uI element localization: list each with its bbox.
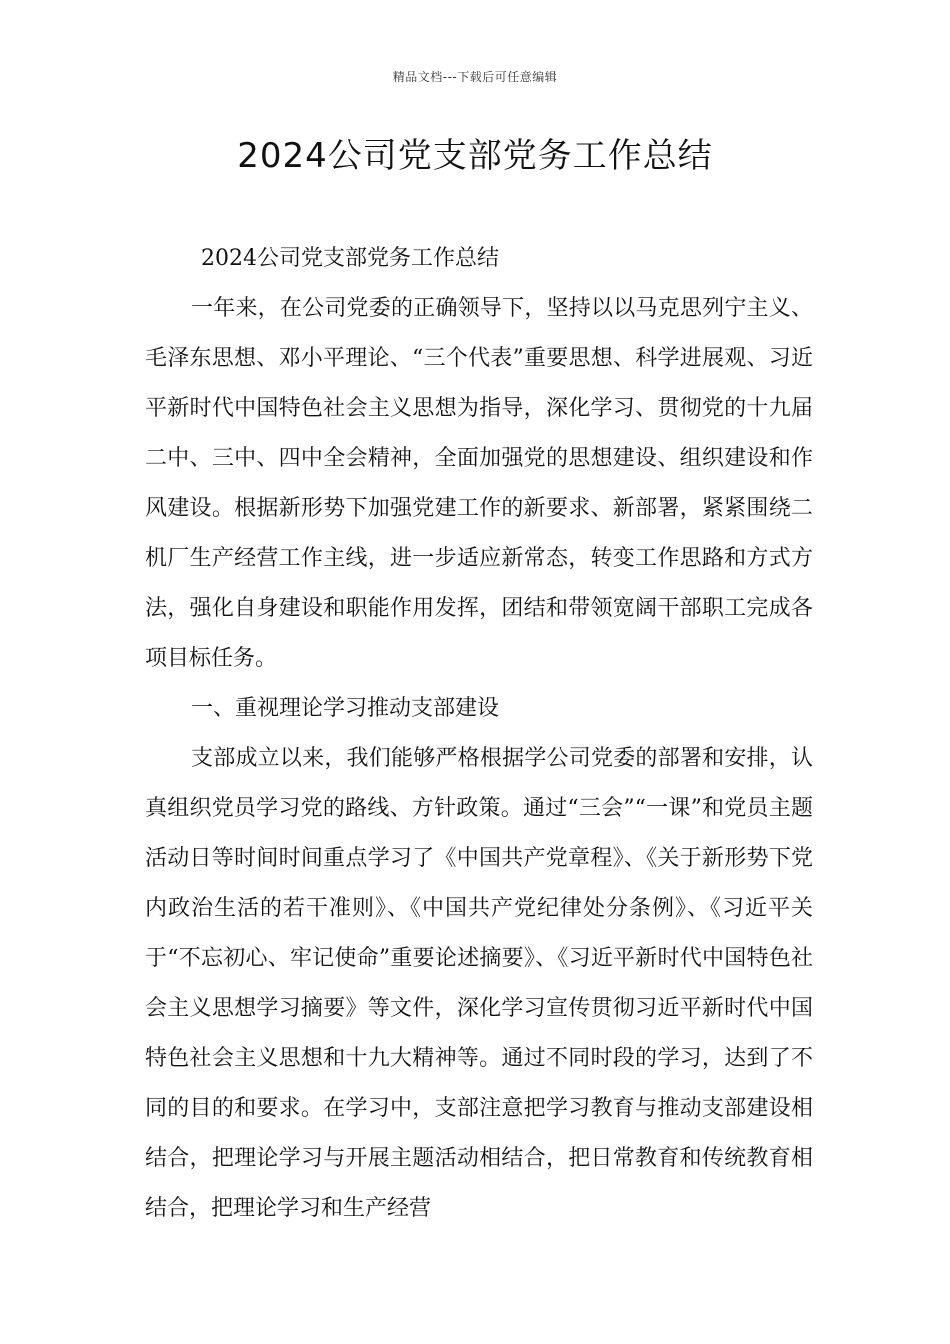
- header-note: 精品文档---下载后可任意编辑: [392, 70, 558, 84]
- document-title: 2024公司党支部党务工作总结: [237, 136, 713, 176]
- paragraph-intro: 一年来，在公司党委的正确领导下，坚持以以马克思列宁主义、毛泽东思想、邓小平理论、“三个代表”重要思想、科学进展观、习近平新时代中国特色社会主义思想为指导，深化学习、贯彻党的十九届二中、三中、四中全会精神，全面加强党的思想建设、组织建设和作风建设。根据新形势下加强党建工作的新要求、新部署，紧紧围绕二机厂生产经营工作主线，进一步适应新常态，转变工作思路和方式方法，强化自身建设和职能作用发挥，团结和带领宽阔干部职工完成各项目标任务。: [145, 296, 813, 671]
- section-heading-1: 一、重视理论学习推动支部建设: [191, 696, 500, 721]
- document-body: [145, 234, 813, 1234]
- body-subtitle: 2024公司党支部党务工作总结: [201, 246, 499, 271]
- paragraph-section-1: 支部成立以来，我们能够严格根据学公司党委的部署和安排，认真组织党员学习党的路线、方针政策。通过“三会”“一课”和党员主题活动日等时间时间重点学习了《中国共产党章程》、《关于新形势下党内政治生活的若干准则》、《中国共产党纪律处分条例》、《习近平关于“不忘初心、牢记使命”重要论述摘要》、《习近平新时代中国特色社会主义思想学习摘要》等文件，深化学习宣传贯彻习近平新时代中国特色社会主义思想和十九大精神等。通过不同时段的学习，达到了不同的目的和要求。在学习中，支部注意把学习教育与推动支部建设相结合，把理论学习与开展主题活动相结合，把日常教育和传统教育相结合，把理论学习和生产经营: [145, 746, 813, 1221]
